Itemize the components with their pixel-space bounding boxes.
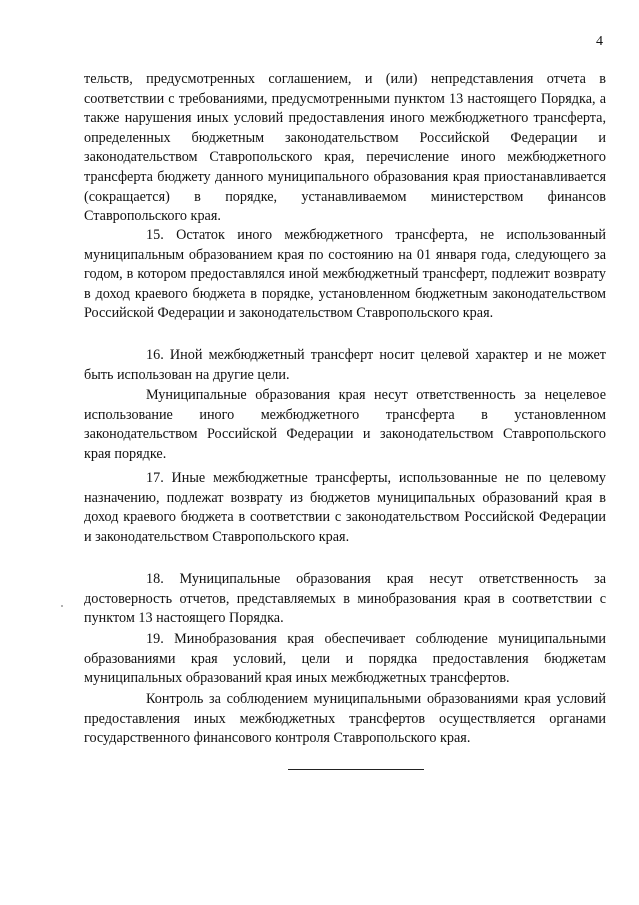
paragraph-18: 18. Муниципальные образования края несут ответственность за достоверность отчетов, представляемых в минобразования края в соответствии с пунктом 13 настоящего Порядка. <box>84 571 606 627</box>
paragraph-19: 19. Минобразования края обеспечивает соблюдение муниципальными образованиями края условий, цели и порядка предоставления бюджетам муниципальных образований края иных межбюджетных трансфертов. <box>84 631 606 687</box>
page-number: 4 <box>596 34 603 49</box>
paragraph-16-liability: Муниципальные образования края несут ответственность за нецелевое использование иного межбюджетного трансферта в установленном законодательством Российской Федерации и законодательством Ставропольского края порядке. <box>84 387 606 462</box>
paragraph-15: 15. Остаток иного межбюджетного трансферта, не использованный муниципальным образованием края по состоянию на 01 января года, следующего за годом, в котором предоставлялся иной межбюджетный трансферт, подлежит возврату в доход краевого бюджета в порядке, установленном бюджетным законодательством Российской Федерации и законодательством Ставропольского края. <box>84 227 606 322</box>
paragraph-19-control: Контроль за соблюдением муниципальными образованиями края условий предоставления иных межбюджетных трансфертов осуществляется органами государственного финансового контроля Ставропольского края. <box>84 691 606 747</box>
paragraph-continuation: тельств, предусмотренных соглашением, и (или) непредставления отчета в соответствии с требованиями, предусмотренными пунктом 13 настоящего Порядка, а также нарушения иных условий предоставления иного межбюджетного трансферта, определенных бюджетным законодательством Российской Федерации и законодательством Ставропольского края, перечисление иного межбюджетного трансферта бюджету данного муниципального образования края приостанавливается (сокращается) в порядке, устанавливаемом министерством финансов Ставропольского края. <box>84 71 606 225</box>
end-of-document-rule <box>288 769 424 770</box>
paragraph-16: 16. Иной межбюджетный трансферт носит целевой характер и не может быть использован на другие цели. <box>84 347 606 383</box>
margin-mark <box>61 605 63 607</box>
paragraph-17: 17. Иные межбюджетные трансферты, использованные не по целевому назначению, подлежат возврату из бюджетов муниципальных образований края в доход краевого бюджета в соответствии с законодательством Российской Федерации и законодательством Ставропольского края. <box>84 470 606 545</box>
